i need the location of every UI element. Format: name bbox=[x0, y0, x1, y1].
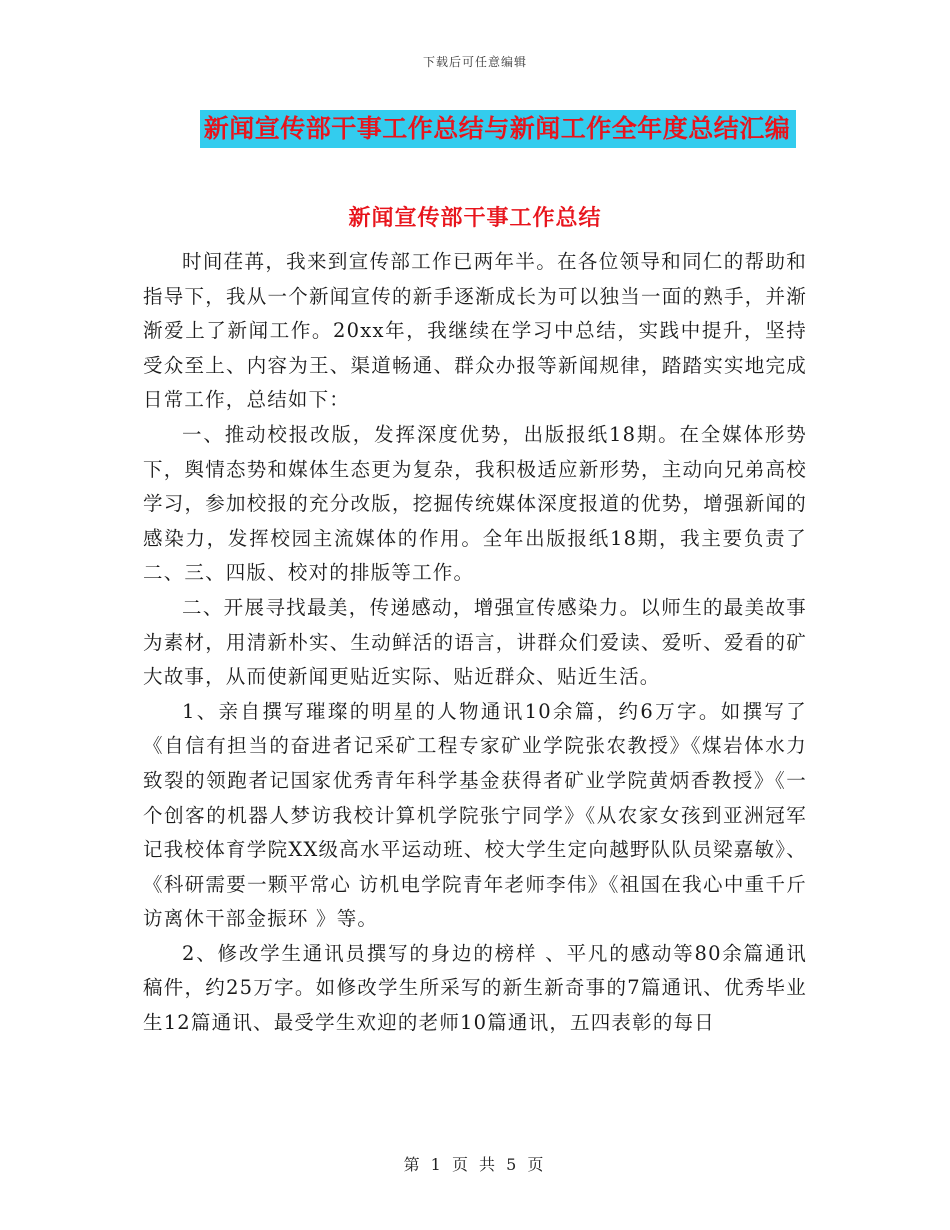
paragraph-intro: 时间荏苒，我来到宣传部工作已两年半。在各位领导和同仁的帮助和指导下，我从一个新闻宣传的新手逐渐成长为可以独当一面的熟手，并渐渐爱上了新闻工作。20xx年，我继续在学习中总结，实践中提升，坚持受众至上、内容为王、渠道畅通、群众办报等新闻规律，踏踏实实地完成日常工作，总结如下： bbox=[143, 250, 807, 412]
paragraph-finding-the-best: 二、开展寻找最美，传递感动，增强宣传感染力。以师生的最美故事为素材，用清新朴实、生动鲜活的语言，讲群众们爱读、爱听、爱看的矿大故事，从而使新闻更贴近实际、贴近群众、贴近生活。 bbox=[143, 595, 807, 689]
paragraph-item-2: 2、修改学生通讯员撰写的身边的榜样 、平凡的感动等80余篇通讯稿件，约25万字。如修改学生所采写的新生新奇事的7篇通讯、优秀毕业生12篇通讯、最受学生欢迎的老师10篇通讯，五四表彰的每日 bbox=[143, 941, 807, 1035]
page-number-footer: 第 1 页 共 5 页 bbox=[403, 1155, 547, 1174]
document-title-container bbox=[0, 110, 950, 148]
document-title: 新闻宣传部干事工作总结与新闻工作全年度总结汇编 bbox=[200, 110, 797, 148]
paragraph-item-1: 1、亲自撰写璀璨的明星的人物通讯10余篇，约6万字。如撰写了《自信有担当的奋进者记采矿工程专家矿业学院张农教授》《煤岩体水力致裂的领跑者记国家优秀青年科学基金获得者矿业学院黄炳香教授》《一个创客的机器人梦访我校计算机学院张宁同学》《从农家女孩到亚洲冠军 记我校体育学院XX级高水平运动班、校大学生定向越野队队员梁嘉敏》、《科研需要一颗平常心 访机电学院青年老师李伟》《祖国在我心中重千斤访离休干部金振环 》等。 bbox=[143, 699, 807, 931]
paragraph-newspaper-revision: 一、推动校报改版，发挥深度优势，出版报纸18期。在全媒体形势下，舆情态势和媒体生态更为复杂，我积极适应新形势，主动向兄弟高校学习，参加校报的充分改版，挖掘传统媒体深度报道的优势，增强新闻的感染力，发挥校园主流媒体的作用。全年出版报纸18期，我主要负责了二、三、四版、校对的排版等工作。 bbox=[143, 422, 807, 585]
section-title: 新闻宣传部干事工作总结 bbox=[348, 205, 602, 231]
page-header-note: 下载后可任意编辑 bbox=[422, 55, 527, 69]
document-body bbox=[143, 245, 807, 1041]
